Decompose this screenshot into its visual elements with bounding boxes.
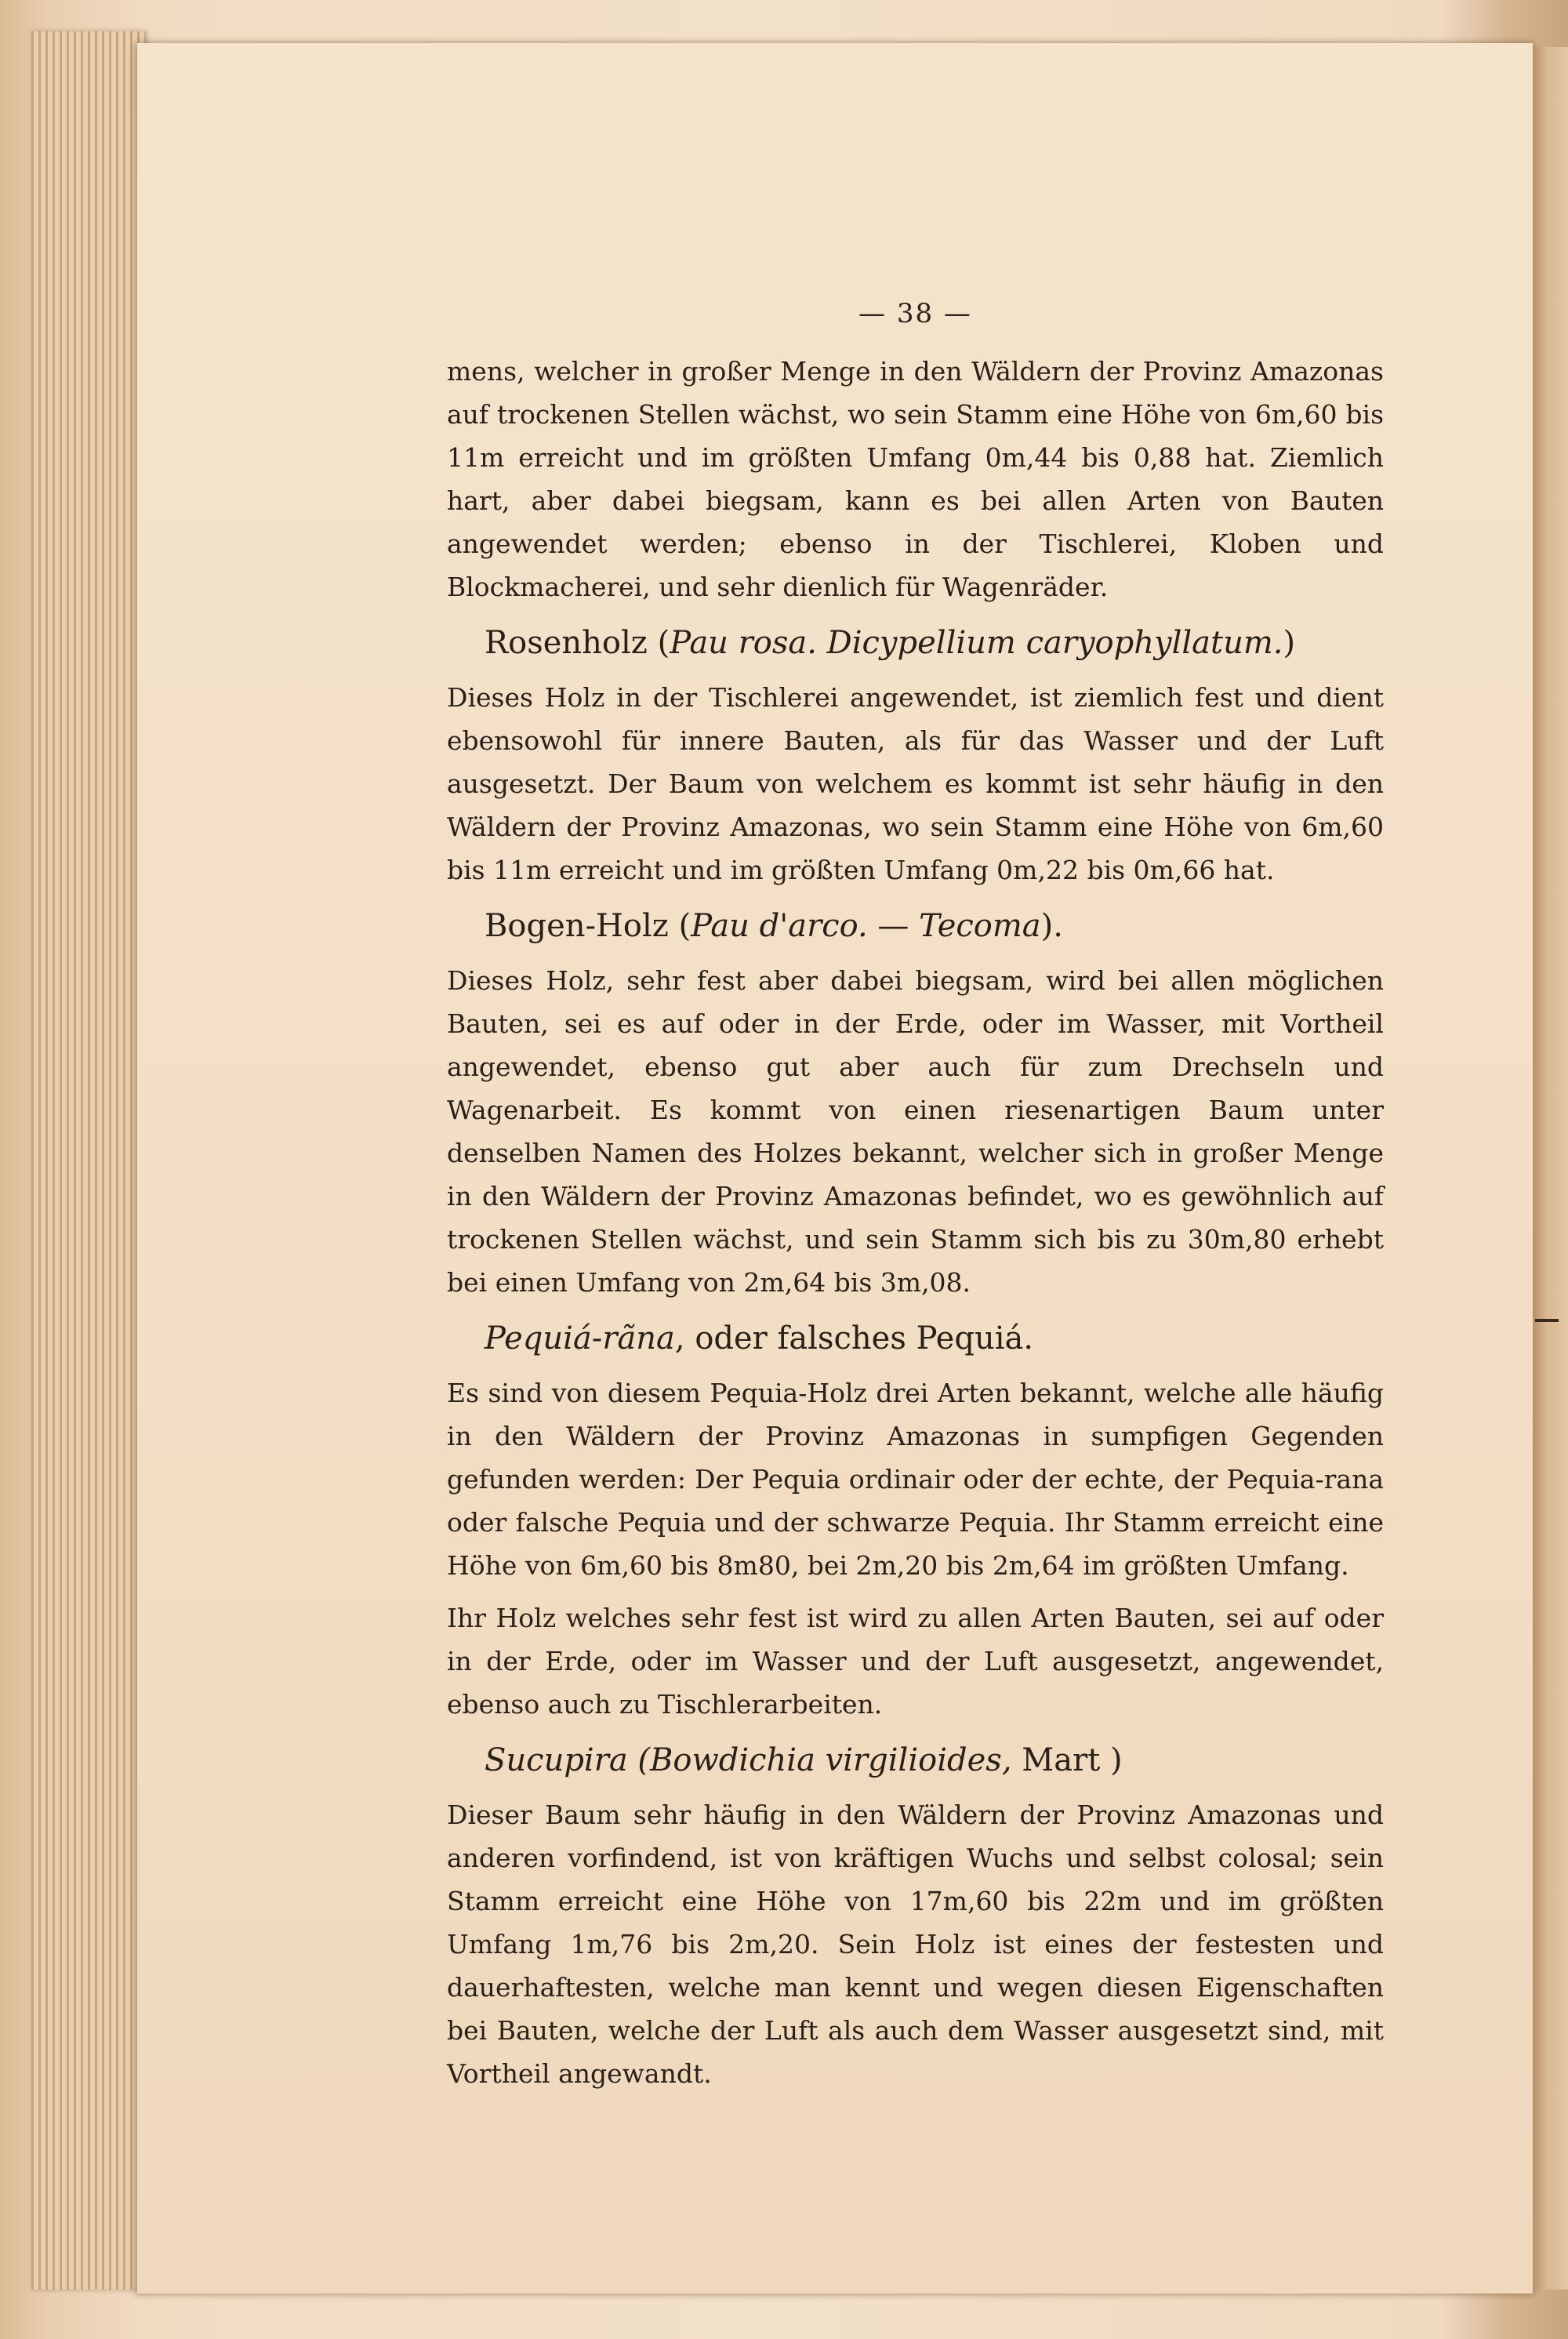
section-heading-pequia-rana: Pequiá-rãna, oder falsches Pequiá. bbox=[485, 1320, 1034, 1357]
section-heading-bogen-holz: Bogen-Holz (Pau d'arco. — Tecoma). bbox=[485, 908, 1063, 944]
facing-page-edge bbox=[1533, 47, 1568, 2290]
page-edges-left bbox=[31, 31, 145, 2290]
heading-latin: Pau d'arco. — Tecoma bbox=[691, 908, 1041, 944]
heading-title: Bogen-Holz bbox=[485, 908, 669, 944]
intro-paragraph: mens, welcher in großer Menge in den Wäldern der Provinz Amazonas auf trockenen Stellen wächst, wo sein Stamm eine Höhe von 6m,60 bis 11m erreicht und im größten Umfang 0m,44 bis 0,88 hat. Ziemlich hart, aber dabei biegsam, kann es bei allen Arten von Bauten angewendet werden; ebenso in der Tischlerei, Kloben und Blockmacherei, und sehr dienlich für Wagenräder. bbox=[447, 356, 1384, 602]
heading-latin: Sucupira (Bowdichia virgilioides, bbox=[485, 1742, 1012, 1778]
heading-latin: Pau rosa. Dicypellium caryophyllatum. bbox=[670, 625, 1283, 661]
heading-title: Rosenholz bbox=[485, 625, 648, 661]
heading-latin: Pequiá-rãna bbox=[485, 1320, 675, 1357]
section-paragraph: Dieses Holz, sehr fest aber dabei biegsam, wird bei allen möglichen Bauten, sei es auf oder in der Erde, oder im Wasser, mit Vortheil angewendet, ebenso gut aber auch für zum Drechseln und Wagenarbeit. Es kommt von einen riesenartigen Baum unter denselben Namen des Holzes bekannt, welcher sich in großer Menge in den Wäldern der Provinz Amazonas befindet, wo es gewöhnlich auf trockenen Stellen wächst, und sein Stamm sich bis zu 30m,80 erhebt bei einen Umfang von 2m,64 bis 3m,08. bbox=[447, 965, 1384, 1298]
page-number: — 38 — bbox=[858, 298, 972, 329]
section-paragraph: Ihr Holz welches sehr fest ist wird zu allen Arten Bauten, sei auf oder in der Erde, oder im Wasser und der Luft ausgesetzt, angewendet, ebenso auch zu Tischlerarbeiten. bbox=[447, 1603, 1384, 1720]
section-paragraph: Dieses Holz in der Tischlerei angewendet, ist ziemlich fest und dient ebensowohl für innere Bauten, als für das Wasser und der Luft ausgesetzt. Der Baum von welchem es kommt ist sehr häufig in den Wäldern der Provinz Amazonas, wo sein Stamm eine Höhe von 6m,60 bis 11m erreicht und im größten Umfang 0m,22 bis 0m,66 hat. bbox=[447, 682, 1384, 885]
section-heading-rosenholz: Rosenholz (Pau rosa. Dicypellium caryophyllatum.) bbox=[485, 625, 1296, 661]
section-heading-sucupira: Sucupira (Bowdichia virgilioides, Mart ) bbox=[485, 1742, 1123, 1778]
section-paragraph: Es sind von diesem Pequia-Holz drei Arten bekannt, welche alle häufig in den Wäldern der Provinz Amazonas in sumpfigen Gegenden gefunden werden: Der Pequia ordinair oder der echte, der Pequia-rana oder falsche Pequia und der schwarze Pequia. Ihr Stamm erreicht eine Höhe von 6m,60 bis 8m80, bei 2m,20 bis 2m,64 im größten Umfang. bbox=[447, 1378, 1384, 1581]
section-paragraph: Dieser Baum sehr häufig in den Wäldern der Provinz Amazonas und anderen vorfindend, ist von kräftigen Wuchs und selbst colosal; sein Stamm erreicht eine Höhe von 17m,60 bis 22m und im größten Umfang 1m,76 bis 2m,20. Sein Holz ist eines der festesten und dauerhaftesten, welche man kennt und wegen diesen Eigenschaften bei Bauten, welche der Luft als auch dem Wasser ausgesetzt sind, mit Vortheil angewandt. bbox=[447, 1800, 1384, 2089]
page-marker bbox=[1535, 1319, 1559, 1322]
page-content bbox=[447, 298, 1384, 2095]
